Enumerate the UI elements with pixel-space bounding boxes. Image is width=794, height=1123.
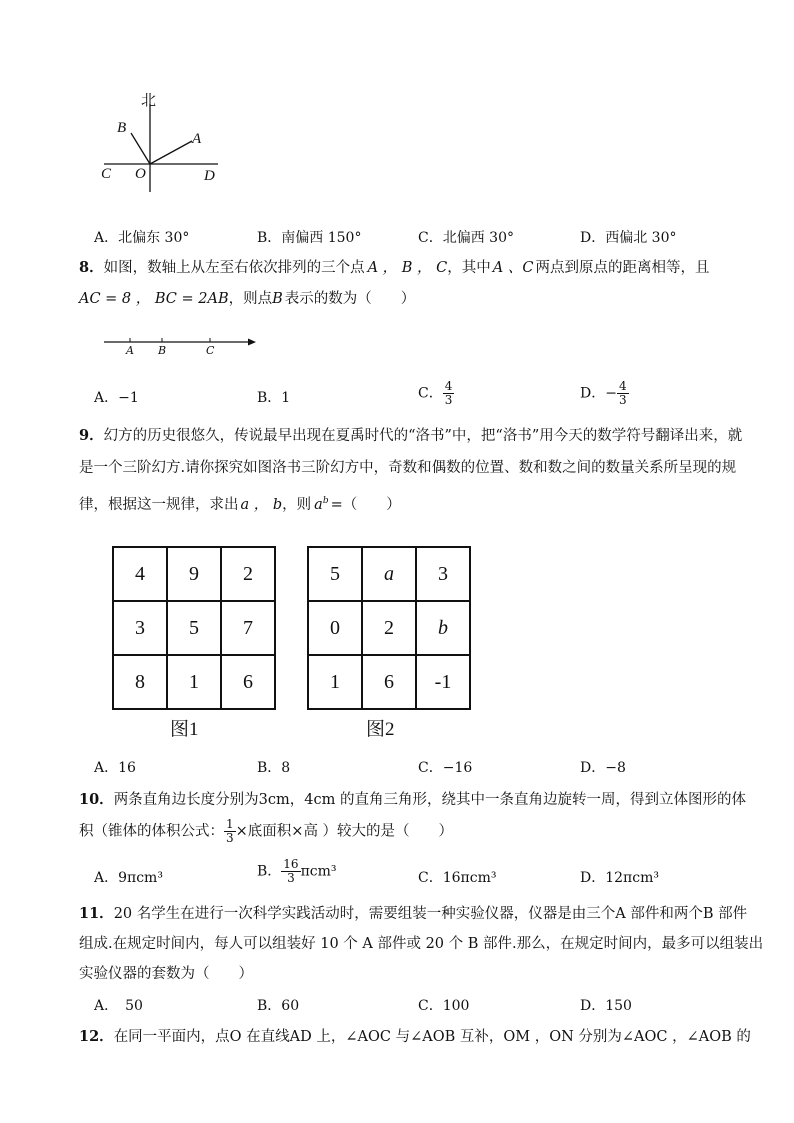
q9-option-a: A．16 [94, 760, 136, 776]
q10-line1 [79, 790, 746, 810]
q8-text-2: ，其中 [447, 260, 491, 276]
magic-square-1-cell: 1 [167, 655, 221, 709]
q11-option-c: C．100 [418, 998, 470, 1014]
q8-points: A ， B ， C [367, 260, 448, 276]
q12-line1 [79, 1027, 751, 1047]
magic-square-1-row [113, 601, 275, 655]
q10-fraction [224, 818, 236, 845]
q11-text-1: 20 名学生在进行一次科学实践活动时，需要组装一种实验仪器，仪器是由三个A 部件和两个B 部件 [113, 906, 748, 922]
q8-text-1: 如图，数轴上从左至右依次排列的三个点 [103, 260, 365, 276]
magic-square-1-cell: 7 [221, 601, 275, 655]
q9-line1 [79, 426, 742, 446]
compass-north-label: 北 [141, 91, 157, 109]
q8-option-d [580, 380, 629, 407]
magic-square-2 [307, 546, 471, 710]
compass-label-B: B [117, 120, 127, 136]
magic-square-1-cell: 8 [113, 655, 167, 709]
q9-text-1: 幻方的历史很悠久，传说最早出现在夏禹时代的“洛书”中，把“洛书”用今天的数学符号翻译出来，就 [103, 428, 743, 444]
q9-option-d: D．−8 [580, 760, 626, 776]
q8-option-d-fraction [617, 380, 629, 407]
q8-text-5: 表示的数为（ ） [284, 291, 416, 307]
q11-option-b: B．60 [257, 998, 300, 1014]
q10-frac-den: 3 [226, 831, 234, 845]
q11-line2: 组成.在规定时间内，每人可以组装好 10 个 A 部件或 20 个 B 部件.那么，在规定时间内，最多可以组装出 [79, 936, 764, 952]
axis-label-B: B [158, 344, 167, 357]
compass-figure [96, 86, 236, 196]
q9-text-3c: =（ ） [330, 496, 401, 513]
q9-number: 9． [79, 427, 104, 444]
q11-line1 [79, 904, 747, 924]
magic-square-2-cell: a [362, 547, 416, 601]
magic-square-2-cell: 5 [308, 547, 362, 601]
compass-label-C: C [101, 166, 112, 182]
caption-figure-1: 图1 [170, 719, 199, 740]
magic-square-2-row [308, 547, 470, 601]
magic-square-1-cell: 2 [221, 547, 275, 601]
q12-text-1: 在同一平面内，点O 在直线AD 上，∠AOC 与∠AOB 互补，OM ，ON 分别为∠AOC ，∠AOB 的 [113, 1029, 751, 1045]
q9-text-3b: ，则 [282, 496, 312, 513]
compass-label-D: D [204, 168, 215, 184]
magic-square-2-cell: 6 [362, 655, 416, 709]
q10-option-d: D．12πcm³ [580, 870, 659, 886]
q8-option-a: A．−1 [94, 390, 139, 406]
q9-vars: a ， b [240, 496, 283, 513]
axis-label-A: A [126, 344, 134, 357]
magic-square-2-cell: -1 [416, 655, 470, 709]
magic-square-2-row [308, 655, 470, 709]
q8-option-c-num: 4 [444, 379, 453, 393]
magic-square-2-cell: 3 [416, 547, 470, 601]
q9-option-c: C．−16 [418, 760, 473, 776]
q8-option-c-den: 3 [444, 393, 453, 407]
q10-text-1: 两条直角边长度分别为3cm，4cm 的直角三角形，绕其中一条直角边旋转一周，得到立体图形的体 [113, 792, 746, 808]
magic-square-1-row [113, 547, 275, 601]
q8-line2 [79, 289, 415, 309]
q8-point-b: B [272, 291, 283, 307]
magic-square-1-row [113, 655, 275, 709]
q10-text-2b: ×底面积×高 ）较大的是（ ） [235, 823, 454, 840]
q10-line2 [79, 818, 453, 845]
magic-square-1-cell: 4 [113, 547, 167, 601]
q11-line3: 实验仪器的套数为（ ） [79, 966, 253, 982]
magic-square-2-cell: b [416, 601, 470, 655]
q9-expr: a [314, 496, 323, 513]
q10-option-b [257, 858, 337, 885]
q10-option-b-suffix: πcm³ [300, 863, 337, 880]
magic-square-1 [112, 546, 276, 710]
magic-square-1-cell: 6 [221, 655, 275, 709]
magic-square-1-cell: 5 [167, 601, 221, 655]
q10-number: 10． [79, 791, 114, 808]
q10-option-b-den: 3 [287, 871, 295, 885]
compass-label-O: O [135, 166, 146, 182]
q8-text-4: ，则点 [228, 291, 273, 307]
q10-option-b-prefix: B． [257, 863, 282, 880]
caption-figure-2: 图2 [366, 719, 395, 740]
q9-option-b: B．8 [257, 760, 291, 776]
q11-option-d: D．150 [580, 998, 632, 1014]
ray-OA [150, 141, 192, 164]
q9-line2: 是一个三阶幻方.请你探究如图洛书三阶幻方中，奇数和偶数的位置、数和数之间的数量关系所呈现的规 [79, 460, 737, 476]
q8-option-d-den: 3 [618, 393, 627, 407]
magic-square-2-cell: 2 [362, 601, 416, 655]
q10-option-b-num: 16 [283, 857, 299, 871]
q8-text-3: 两点到原点的距离相等，且 [535, 260, 710, 276]
q10-option-b-fraction [281, 858, 300, 885]
magic-square-1-cell: 3 [113, 601, 167, 655]
number-line [100, 336, 260, 350]
magic-square-1-cell: 9 [167, 547, 221, 601]
magic-square-2-cell: 1 [308, 655, 362, 709]
q10-option-a: A．9πcm³ [94, 870, 163, 886]
q10-text-2a: 积（锥体的体积公式： [79, 823, 224, 840]
number-line-arrow-icon [248, 339, 256, 346]
q11-option-a: A． 50 [94, 998, 143, 1014]
q8-equations: AC = 8 ， BC = 2AB [79, 291, 229, 307]
axis-label-C: C [206, 344, 215, 357]
q8-option-b: B．1 [257, 390, 291, 406]
q12-number: 12． [79, 1028, 114, 1045]
q9-text-3a: 律，根据这一规律，求出 [79, 496, 239, 513]
q7-option-b: B．南偏西 150° [257, 230, 362, 246]
q8-line1 [79, 258, 709, 278]
q11-number: 11． [79, 905, 114, 922]
q8-number: 8． [79, 259, 104, 276]
compass-label-A: A [192, 131, 202, 147]
q9-line3 [79, 491, 401, 515]
magic-square-2-row [308, 601, 470, 655]
q7-option-a: A．北偏东 30° [94, 230, 190, 246]
ray-OB [131, 133, 150, 164]
q8-option-d-num: 4 [618, 379, 627, 393]
q7-option-d: D．西偏北 30° [580, 230, 677, 246]
q8-option-c [418, 380, 454, 407]
q8-option-c-prefix: C． [418, 385, 443, 402]
q8-points-ac: A 、C [492, 260, 534, 276]
magic-square-2-cell: 0 [308, 601, 362, 655]
q8-option-d-prefix: D．− [580, 385, 617, 402]
q9-expr-sup: b [322, 496, 329, 506]
q8-option-c-fraction [443, 380, 455, 407]
q10-frac-num: 1 [226, 817, 234, 831]
q7-option-c: C．北偏西 30° [418, 230, 514, 246]
q10-option-c: C．16πcm³ [418, 870, 497, 886]
